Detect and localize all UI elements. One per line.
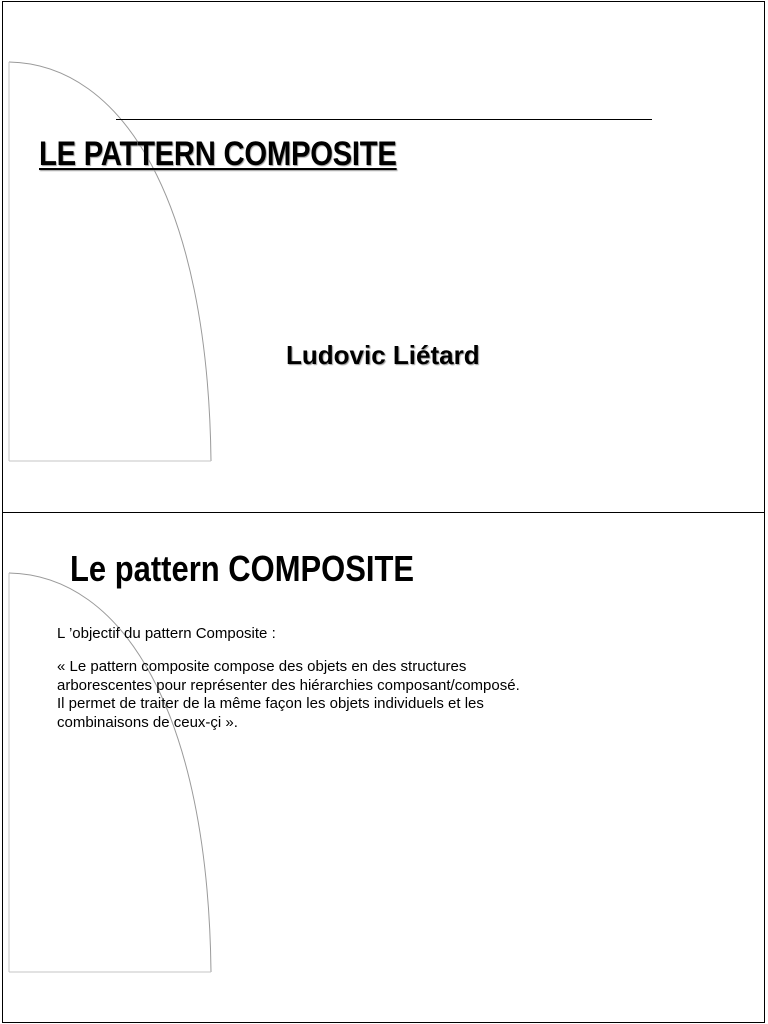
- definition-quote: [57, 658, 520, 732]
- quote-line: « Le pattern composite compose des objets en des structures: [57, 658, 467, 675]
- slide-title: Le pattern COMPOSITE: [70, 548, 415, 589]
- author-name: Ludovic Liétard: [286, 340, 480, 370]
- slide-2: [2, 512, 765, 1023]
- title-rule: [116, 119, 652, 120]
- decorative-arc: [3, 2, 223, 472]
- slide-1: [2, 1, 765, 513]
- quote-line: combinaisons de ceux-çi ».: [57, 713, 238, 731]
- intro-text: L ’objectif du pattern Composite :: [57, 625, 276, 642]
- slide-title: LE PATTERN COMPOSITE: [39, 135, 397, 173]
- quote-line: Il permet de traiter de la même façon les objets individuels et les: [57, 695, 484, 712]
- quote-line: arborescentes pour représenter des hiérarchies composant/composé.: [57, 676, 520, 694]
